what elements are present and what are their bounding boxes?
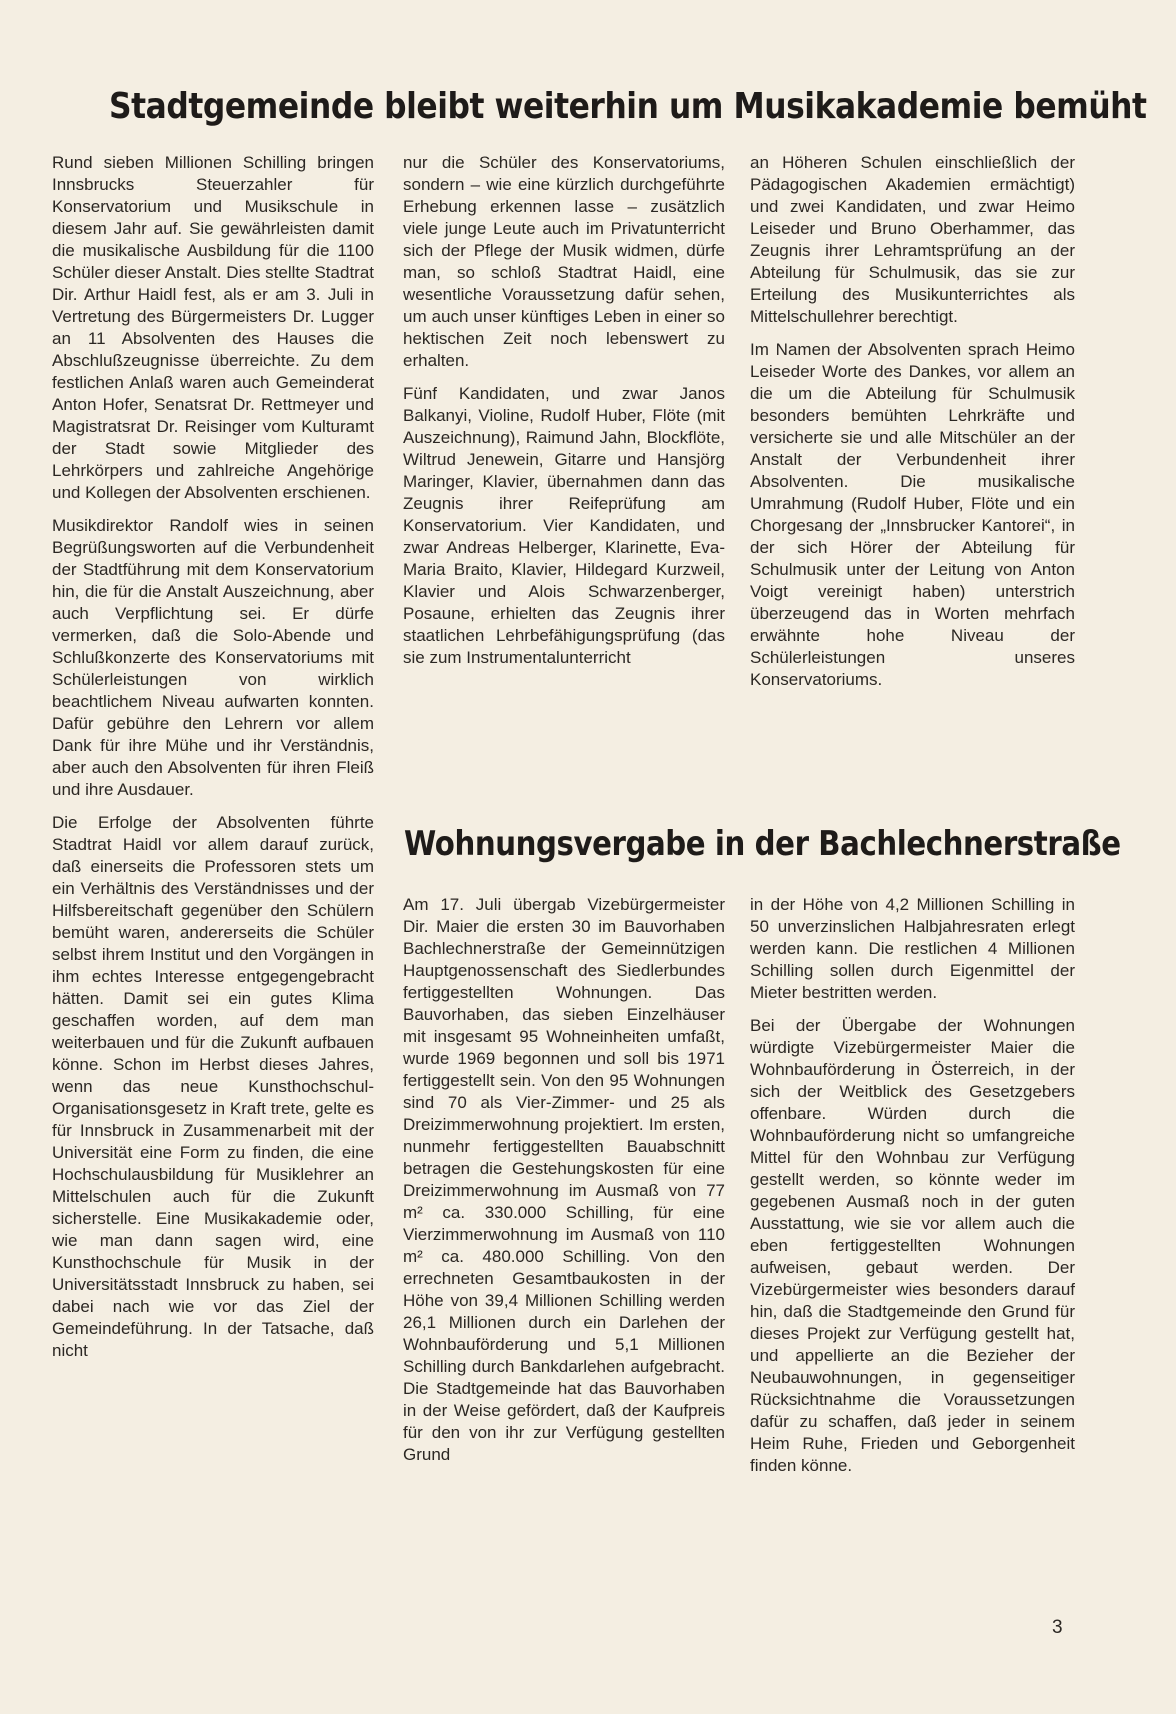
paragraph: nur die Schüler des Konservatoriums, sondern – wie eine kürzlich durchgeführte Erhebung erkennen lasse – zusätzlich viele junge Leute auch im Privatunterricht sich der Pflege der Musik widmen, dürfe man, so schloß Stadtrat Haidl, eine wesentliche Voraussetzung dafür sehen, um auch unser künftiges Leben in einer so hektischen Zeit noch lebenswert zu erhalten. [403, 153, 725, 370]
article-headline-wohnungsvergabe: Wohnungsvergabe in der Bachlechnerstraße [404, 824, 1121, 864]
article1-column-1 [52, 152, 374, 1362]
article1-column-3 [750, 152, 1075, 691]
paragraph: Am 17. Juli übergab Vizebürgermeister Dir. Maier die ersten 30 im Bauvorhaben Bachlechnerstraße der Gemeinnützigen Hauptgenossenschaft des Siedlerbundes fertiggestellten Wohnungen. Das Bauvorhaben, das sieben Einzelhäuser mit insgesamt 95 Wohneinheiten umfaßt, wurde 1969 begonnen und soll bis 1971 fertiggestellt sein. Von den 95 Wohnungen sind 70 als Vier-Zimmer- und 25 als Dreizimmerwohnung projektiert. Im ersten, nunmehr fertiggestellten Bauabschnitt betragen die Gestehungskosten für eine Dreizimmerwohnung im Ausmaß von 77 m² ca. 330.000 Schilling, für eine Vierzimmerwohnung im Ausmaß von 110 m² ca. 480.000 Schilling. Von den errechneten Gesamtbaukosten in der Höhe von 39,4 Millionen Schilling werden 26,1 Millionen durch ein Darlehen der Wohnbauförderung und 5,1 Millionen Schilling durch Bankdarlehen aufgebracht. Die Stadtgemeinde hat das Bauvorhaben in der Weise gefördert, daß der Kaufpreis für den von ihr zur Verfügung gestellten Grund [403, 895, 725, 1464]
paragraph: Bei der Übergabe der Wohnungen würdigte Vizebürgermeister Maier die Wohnbauförderung in Österreich, in der sich der Weitblick des Gesetzgebers offenbare. Würden durch die Wohnbauförderung nicht so umfangreiche Mittel für den Wohnbau zur Verfügung gestellt werden, so könnte weder im gegebenen Ausmaß noch in der guten Ausstattung, wie sie vor allem auch die eben fertiggestellten Wohnungen aufweisen, gebaut werden. Der Vizebürgermeister wies besonders darauf hin, daß die Stadtgemeinde den Grund für dieses Projekt zur Verfügung gestellt hat, und appellierte an die Bezieher der Neubauwohnungen, in gegenseitiger Rücksichtnahme die Voraussetzungen dafür zu schaffen, daß jeder in seinem Heim Ruhe, Frieden und Geborgenheit finden könne. [750, 1016, 1075, 1475]
paragraph: Musikdirektor Randolf wies in seinen Begrüßungsworten auf die Verbundenheit der Stadtführung mit dem Konservatorium hin, die für die Anstalt Auszeichnung, aber auch Verpflichtung sei. Er dürfe vermerken, daß die Solo-Abende und Schlußkonzerte des Konservatoriums mit Schülerleistungen von wirklich beachtlichem Niveau aufwarten konnten. Dafür gebühre den Lehrern vor allem Dank für ihre Mühe und ihr Verständnis, aber auch den Absolventen für ihren Fleiß und ihre Ausdauer. [52, 516, 374, 799]
paragraph: in der Höhe von 4,2 Millionen Schilling in 50 unverzinslichen Halbjahresraten erlegt werden kann. Die restlichen 4 Millionen Schilling sollen durch Eigenmittel der Mieter bestritten werden. [750, 895, 1075, 1002]
paragraph: an Höheren Schulen einschließlich der Pädagogischen Akademien ermächtigt) und zwei Kandidaten, und zwar Heimo Leiseder und Bruno Oberhammer, das Zeugnis ihrer Lehramtsprüfung an der Abteilung für Schulmusik, das sie zur Erteilung des Musikunterrichtes als Mittelschullehrer berechtigt. [750, 153, 1075, 326]
article2-column-2 [750, 894, 1075, 1477]
article1-column-2 [403, 152, 725, 669]
paragraph: Fünf Kandidaten, und zwar Janos Balkanyi, Violine, Rudolf Huber, Flöte (mit Auszeichnung), Raimund Jahn, Blockflöte, Wiltrud Jenewein, Gitarre und Hansjörg Maringer, Klavier, übernahmen dann das Zeugnis ihrer Reifeprüfung am Konservatorium. Vier Kandidaten, und zwar Andreas Helberger, Klarinette, Eva-Maria Braito, Klavier, Hildegard Kurzweil, Klavier und Alois Schwarzenberger, Posaune, erhielten das Zeugnis ihrer staatlichen Lehrbefähigungsprüfung (das sie zum Instrumentalunterricht [403, 384, 725, 667]
article-headline-musikakademie: Stadtgemeinde bleibt weiterhin um Musikakademie bemüht [109, 86, 1147, 127]
paragraph: Rund sieben Millionen Schilling bringen Innsbrucks Steuerzahler für Konservatorium und Musikschule in diesem Jahr auf. Sie gewährleisten damit die musikalische Ausbildung für die 1100 Schüler dieser Anstalt. Dies stellte Stadtrat Dir. Arthur Haidl fest, als er am 3. Juli in Vertretung des Bürgermeisters Dr. Lugger an 11 Absolventen des Hauses die Abschlußzeugnisse überreichte. Zu dem festlichen Anlaß waren auch Gemeinderat Anton Hofer, Senatsrat Dr. Rettmeyer und Magistratsrat Dr. Reisinger vom Kulturamt der Stadt sowie Mitglieder des Lehrkörpers und zahlreiche Angehörige und Kollegen der Absolventen erschienen. [52, 153, 374, 502]
paragraph: Die Erfolge der Absolventen führte Stadtrat Haidl vor allem darauf zurück, daß einerseits die Professoren stets um ein Verhältnis des Verständnisses und der Hilfsbereitschaft gegenüber den Schülern bemüht waren, andererseits die Schüler selbst ihrem Institut und den Vorgängen in ihm echtes Interesse entgegengebracht hätten. Damit sei ein gutes Klima geschaffen worden, auf dem man weiterbauen und für die Zukunft aufbauen könne. Schon im Herbst dieses Jahres, wenn das neue Kunsthochschul-Organisationsgesetz in Kraft trete, gelte es für Innsbruck in Zusammenarbeit mit der Universität eine Form zu finden, die eine Hochschulausbildung für Musiklehrer an Mittelschulen auch für die Zukunft sicherstelle. Eine Musikakademie oder, wie man dann sagen wird, eine Kunsthochschule für Musik in der Universitätsstadt Innsbruck zu haben, sei dabei nach wie vor das Ziel der Gemeindeführung. In der Tatsache, daß nicht [52, 813, 374, 1360]
page-number: 3 [1052, 1617, 1063, 1638]
paragraph: Im Namen der Absolventen sprach Heimo Leiseder Worte des Dankes, vor allem an die um die Abteilung für Schulmusik besonders bemühten Lehrkräfte und versicherte sie und alle Mitschüler an der Anstalt der Verbundenheit ihrer Absolventen. Die musikalische Umrahmung (Rudolf Huber, Flöte und ein Chorgesang der „Innsbrucker Kantorei“, in der sich Hörer der Abteilung für Schulmusik unter der Leitung von Anton Voigt vereinigt haben) unterstrich überzeugend das in Worten mehrfach erwähnte hohe Niveau der Schülerleistungen unseres Konservatoriums. [750, 340, 1075, 689]
article2-column-1 [403, 894, 725, 1466]
